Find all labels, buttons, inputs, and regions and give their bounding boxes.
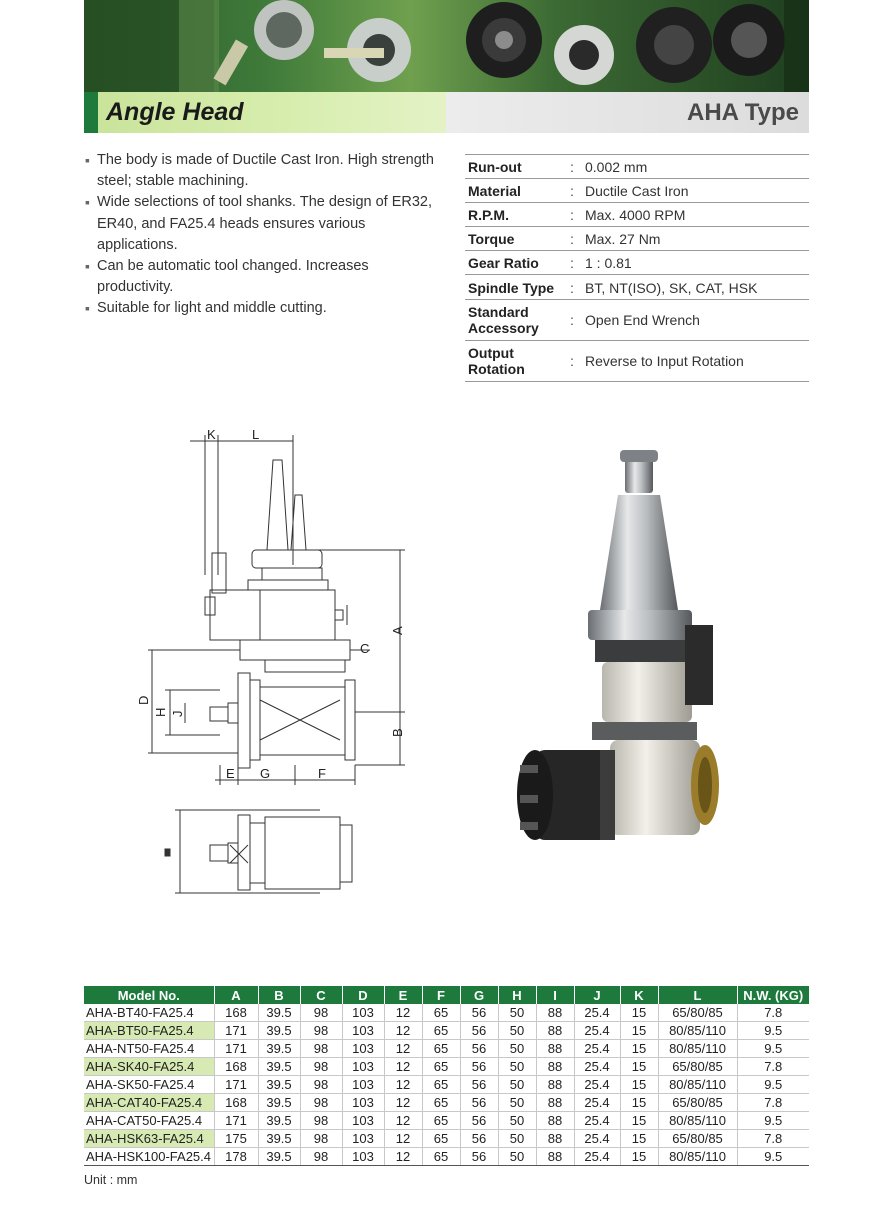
table-row [84, 1094, 809, 1112]
spec-value: 0.002 mm [585, 159, 648, 175]
model-cell: AHA-SK50-FA25.4 [84, 1076, 214, 1094]
dim-label-c: C [360, 641, 370, 656]
spec-separator: : [570, 280, 574, 296]
value-cell: 98 [300, 1076, 342, 1094]
value-cell: 80/85/110 [658, 1148, 737, 1166]
value-cell: 12 [384, 1148, 422, 1166]
value-cell: 65 [422, 1112, 460, 1130]
value-cell: 39.5 [258, 1112, 300, 1130]
value-cell: 39.5 [258, 1004, 300, 1022]
value-cell: 98 [300, 1112, 342, 1130]
unit-note: Unit : mm [84, 1173, 138, 1187]
table-row [84, 1076, 809, 1094]
model-cell: AHA-SK40-FA25.4 [84, 1058, 214, 1076]
dim-label-f: F [318, 766, 326, 781]
value-cell: 12 [384, 1112, 422, 1130]
value-cell: 39.5 [258, 1022, 300, 1040]
value-cell: 39.5 [258, 1148, 300, 1166]
value-cell: 65 [422, 1004, 460, 1022]
value-cell: 56 [460, 1130, 498, 1148]
value-cell: 171 [214, 1076, 258, 1094]
col-header: Model No. [84, 986, 214, 1004]
value-cell: 9.5 [737, 1148, 809, 1166]
value-cell: 39.5 [258, 1058, 300, 1076]
value-cell: 50 [498, 1094, 536, 1112]
value-cell: 103 [342, 1004, 384, 1022]
spec-label: R.P.M. [468, 207, 509, 223]
spec-table [465, 154, 809, 382]
title-accent [84, 92, 98, 133]
feature-item [84, 256, 434, 298]
value-cell: 65/80/85 [658, 1004, 737, 1022]
model-cell: AHA-HSK100-FA25.4 [84, 1148, 214, 1166]
page-title: Angle Head [106, 98, 244, 126]
value-cell: 103 [342, 1076, 384, 1094]
bullet-icon: ▪ [85, 300, 90, 317]
model-table-header [84, 986, 809, 1004]
value-cell: 88 [536, 1058, 574, 1076]
value-cell: 39.5 [258, 1076, 300, 1094]
value-cell: 56 [460, 1148, 498, 1166]
value-cell: 103 [342, 1058, 384, 1076]
value-cell: 65 [422, 1148, 460, 1166]
value-cell: 39.5 [258, 1040, 300, 1058]
feature-item [84, 298, 434, 319]
bullet-icon: ▪ [85, 194, 90, 211]
value-cell: 168 [214, 1094, 258, 1112]
value-cell: 80/85/110 [658, 1076, 737, 1094]
dim-label-g: G [260, 766, 271, 781]
spec-row [465, 275, 809, 300]
spec-value: Open End Wrench [585, 312, 700, 328]
table-row [84, 1040, 809, 1058]
spec-label: Gear Ratio [468, 255, 539, 271]
model-table-body [84, 1004, 809, 1166]
value-cell: 25.4 [574, 1058, 620, 1076]
value-cell: 171 [214, 1112, 258, 1130]
value-cell: 12 [384, 1076, 422, 1094]
value-cell: 25.4 [574, 1076, 620, 1094]
title-band [84, 92, 446, 133]
value-cell: 88 [536, 1112, 574, 1130]
value-cell: 25.4 [574, 1112, 620, 1130]
dim-label-k: K [207, 427, 216, 442]
value-cell: 15 [620, 1004, 658, 1022]
value-cell: 50 [498, 1058, 536, 1076]
value-cell: 98 [300, 1094, 342, 1112]
spec-label: Torque [468, 231, 515, 247]
model-cell: AHA-HSK63-FA25.4 [84, 1130, 214, 1148]
value-cell: 178 [214, 1148, 258, 1166]
col-header: N.W. (KG) [737, 986, 809, 1004]
model-cell: AHA-NT50-FA25.4 [84, 1040, 214, 1058]
value-cell: 175 [214, 1130, 258, 1148]
value-cell: 65 [422, 1040, 460, 1058]
spec-row [465, 227, 809, 251]
spec-value: Ductile Cast Iron [585, 183, 689, 199]
value-cell: 65/80/85 [658, 1058, 737, 1076]
col-header: D [342, 986, 384, 1004]
value-cell: 25.4 [574, 1040, 620, 1058]
spec-separator: : [570, 207, 574, 223]
technical-drawing [130, 425, 430, 895]
model-cell: AHA-CAT50-FA25.4 [84, 1112, 214, 1130]
model-cell: AHA-CAT40-FA25.4 [84, 1094, 214, 1112]
dim-label-d: D [136, 695, 151, 705]
value-cell: 50 [498, 1130, 536, 1148]
value-cell: 15 [620, 1040, 658, 1058]
spec-row [465, 155, 809, 179]
bullet-icon: ▪ [85, 152, 90, 168]
col-header: E [384, 986, 422, 1004]
value-cell: 65/80/85 [658, 1130, 737, 1148]
table-row [84, 1004, 809, 1022]
value-cell: 25.4 [574, 1148, 620, 1166]
spec-label: Output Rotation [468, 345, 525, 377]
value-cell: 98 [300, 1148, 342, 1166]
value-cell: 103 [342, 1094, 384, 1112]
bullet-icon: ▪ [85, 258, 90, 275]
value-cell: 56 [460, 1112, 498, 1130]
model-cell: AHA-BT50-FA25.4 [84, 1022, 214, 1040]
value-cell: 103 [342, 1040, 384, 1058]
value-cell: 50 [498, 1040, 536, 1058]
table-row [84, 1130, 809, 1148]
col-header: G [460, 986, 498, 1004]
value-cell: 65 [422, 1058, 460, 1076]
value-cell: 15 [620, 1148, 658, 1166]
value-cell: 98 [300, 1130, 342, 1148]
col-header: A [214, 986, 258, 1004]
value-cell: 98 [300, 1058, 342, 1076]
spec-row [465, 179, 809, 203]
model-cell: AHA-BT40-FA25.4 [84, 1004, 214, 1022]
dim-label-a: A [390, 626, 405, 635]
table-row [84, 1148, 809, 1166]
value-cell: 25.4 [574, 1130, 620, 1148]
spec-separator: : [570, 353, 574, 369]
value-cell: 7.8 [737, 1058, 809, 1076]
value-cell: 12 [384, 1058, 422, 1076]
value-cell: 15 [620, 1022, 658, 1040]
spec-label: Spindle Type [468, 280, 555, 296]
value-cell: 7.8 [737, 1130, 809, 1148]
value-cell: 65 [422, 1076, 460, 1094]
value-cell: 56 [460, 1076, 498, 1094]
value-cell: 88 [536, 1040, 574, 1058]
spec-separator: : [570, 183, 574, 199]
value-cell: 25.4 [574, 1022, 620, 1040]
title-bar [84, 92, 809, 133]
value-cell: 103 [342, 1112, 384, 1130]
value-cell: 65 [422, 1022, 460, 1040]
value-cell: 98 [300, 1040, 342, 1058]
value-cell: 98 [300, 1004, 342, 1022]
value-cell: 7.8 [737, 1094, 809, 1112]
feature-text: The body is made of Ductile Cast Iron. High strength steel; stable machining. [97, 152, 434, 190]
table-row [84, 1112, 809, 1130]
spec-value: BT, NT(ISO), SK, CAT, HSK [585, 280, 758, 296]
value-cell: 12 [384, 1022, 422, 1040]
value-cell: 7.8 [737, 1004, 809, 1022]
col-header: J [574, 986, 620, 1004]
value-cell: 103 [342, 1022, 384, 1040]
dim-label-j: J [170, 710, 185, 717]
value-cell: 80/85/110 [658, 1040, 737, 1058]
value-cell: 103 [342, 1148, 384, 1166]
value-cell: 65 [422, 1094, 460, 1112]
value-cell: 15 [620, 1058, 658, 1076]
value-cell: 171 [214, 1040, 258, 1058]
dim-label-b: B [390, 728, 405, 737]
value-cell: 15 [620, 1094, 658, 1112]
spec-value: Reverse to Input Rotation [585, 353, 744, 369]
col-header: B [258, 986, 300, 1004]
value-cell: 168 [214, 1004, 258, 1022]
value-cell: 168 [214, 1058, 258, 1076]
value-cell: 88 [536, 1094, 574, 1112]
spec-label: Standard Accessory [468, 304, 539, 336]
value-cell: 50 [498, 1148, 536, 1166]
value-cell: 98 [300, 1022, 342, 1040]
value-cell: 65 [422, 1130, 460, 1148]
value-cell: 50 [498, 1076, 536, 1094]
value-cell: 12 [384, 1094, 422, 1112]
model-table [84, 986, 809, 1166]
spec-value: Max. 4000 RPM [585, 207, 686, 223]
value-cell: 80/85/110 [658, 1112, 737, 1130]
value-cell: 9.5 [737, 1040, 809, 1058]
spec-row [465, 251, 809, 275]
spec-separator: : [570, 255, 574, 271]
value-cell: 9.5 [737, 1022, 809, 1040]
type-label: AHA Type [686, 99, 799, 126]
value-cell: 15 [620, 1130, 658, 1148]
feature-list [84, 150, 434, 320]
value-cell: 39.5 [258, 1130, 300, 1148]
value-cell: 171 [214, 1022, 258, 1040]
col-header: F [422, 986, 460, 1004]
value-cell: 56 [460, 1058, 498, 1076]
spec-row [465, 300, 809, 341]
value-cell: 25.4 [574, 1094, 620, 1112]
col-header: C [300, 986, 342, 1004]
value-cell: 56 [460, 1094, 498, 1112]
product-photo [500, 450, 730, 850]
type-band [446, 92, 809, 133]
value-cell: 88 [536, 1076, 574, 1094]
value-cell: 50 [498, 1004, 536, 1022]
feature-item [84, 192, 434, 256]
value-cell: 88 [536, 1130, 574, 1148]
value-cell: 12 [384, 1040, 422, 1058]
dim-label-l: L [252, 427, 260, 442]
spec-row [465, 203, 809, 227]
value-cell: 12 [384, 1130, 422, 1148]
spec-value: Max. 27 Nm [585, 231, 661, 247]
feature-text: Can be automatic tool changed. Increases productivity. [97, 258, 369, 296]
value-cell: 9.5 [737, 1076, 809, 1094]
spec-separator: : [570, 231, 574, 247]
table-row [84, 1058, 809, 1076]
value-cell: 15 [620, 1112, 658, 1130]
value-cell: 25.4 [574, 1004, 620, 1022]
value-cell: 65/80/85 [658, 1094, 737, 1112]
banner-product-image [84, 0, 809, 92]
feature-text: Suitable for light and middle cutting. [97, 300, 327, 317]
feature-item [84, 150, 434, 192]
col-header: H [498, 986, 536, 1004]
dim-label-e: E [226, 766, 235, 781]
value-cell: 9.5 [737, 1112, 809, 1130]
spec-row [465, 341, 809, 382]
value-cell: 12 [384, 1004, 422, 1022]
table-row [84, 1022, 809, 1040]
value-cell: 56 [460, 1022, 498, 1040]
value-cell: 88 [536, 1148, 574, 1166]
spec-separator: : [570, 159, 574, 175]
value-cell: 80/85/110 [658, 1022, 737, 1040]
spec-label: Material [468, 183, 521, 199]
value-cell: 39.5 [258, 1094, 300, 1112]
value-cell: 50 [498, 1022, 536, 1040]
value-cell: 88 [536, 1022, 574, 1040]
feature-text: Wide selections of tool shanks. The design of ER32, ER40, and FA25.4 heads ensures various applications. [97, 194, 433, 253]
value-cell: 50 [498, 1112, 536, 1130]
col-header: K [620, 986, 658, 1004]
header-banner [84, 0, 809, 92]
spec-value: 1 : 0.81 [585, 255, 632, 271]
value-cell: 56 [460, 1040, 498, 1058]
value-cell: 56 [460, 1004, 498, 1022]
spec-separator: : [570, 312, 574, 328]
spec-label: Run-out [468, 159, 522, 175]
value-cell: 88 [536, 1004, 574, 1022]
col-header: L [658, 986, 737, 1004]
value-cell: 15 [620, 1076, 658, 1094]
value-cell: 103 [342, 1130, 384, 1148]
dim-label-h: H [153, 707, 168, 717]
col-header: I [536, 986, 574, 1004]
